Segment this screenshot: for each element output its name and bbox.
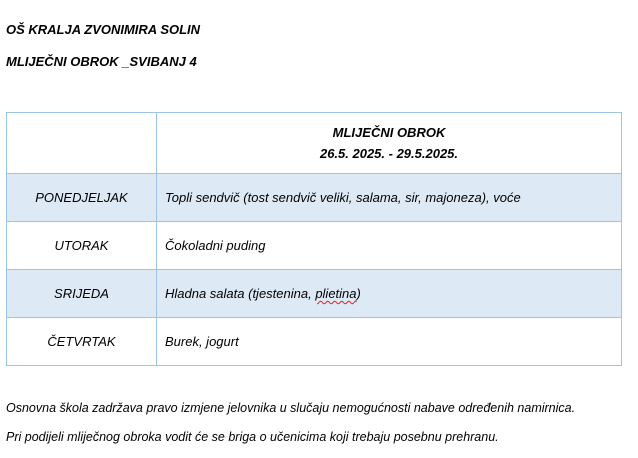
meal-cell	[157, 270, 622, 318]
meal-cell: Burek, jogurt	[157, 318, 622, 366]
table-row	[7, 222, 622, 270]
menu-table	[6, 112, 622, 366]
day-cell: ČETVRTAK	[7, 318, 157, 366]
note-menu-changes: Osnovna škola zadržava pravo izmjene jelovnika u slučaju nemogućnosti nabave određenih namirnica.	[6, 401, 576, 415]
school-name: OŠ KRALJA ZVONIMIRA SOLIN	[6, 22, 201, 37]
date-range: 26.5. 2025. - 29.5.2025.	[319, 146, 459, 161]
table-row	[7, 270, 622, 318]
menu-subtitle: MLIJEČNI OBROK _SVIBANJ 4	[6, 54, 197, 69]
meal-text-end: )	[356, 286, 361, 301]
day-cell: PONEDJELJAK	[7, 174, 157, 222]
table-title: MLIJEČNI OBROK	[332, 125, 446, 140]
table-row	[7, 318, 622, 366]
meal-cell: Čokoladni puding	[157, 222, 622, 270]
spellcheck-flagged-word[interactable]: plietina	[315, 286, 357, 301]
meal-cell: Topli sendvič (tost sendvič veliki, salama, sir, majoneza), voće	[157, 174, 622, 222]
table-header-row	[7, 113, 622, 174]
day-cell: SRIJEDA	[7, 270, 157, 318]
day-cell: UTORAK	[7, 222, 157, 270]
note-special-diet: Pri podijeli mliječnog obroka vodit će se briga o učenicima koji trebaju posebnu prehranu.	[6, 430, 499, 444]
header-title-cell	[157, 113, 622, 174]
table-row	[7, 174, 622, 222]
meal-text: Hladna salata (tjestenina,	[165, 286, 316, 301]
header-empty-cell	[7, 113, 157, 174]
